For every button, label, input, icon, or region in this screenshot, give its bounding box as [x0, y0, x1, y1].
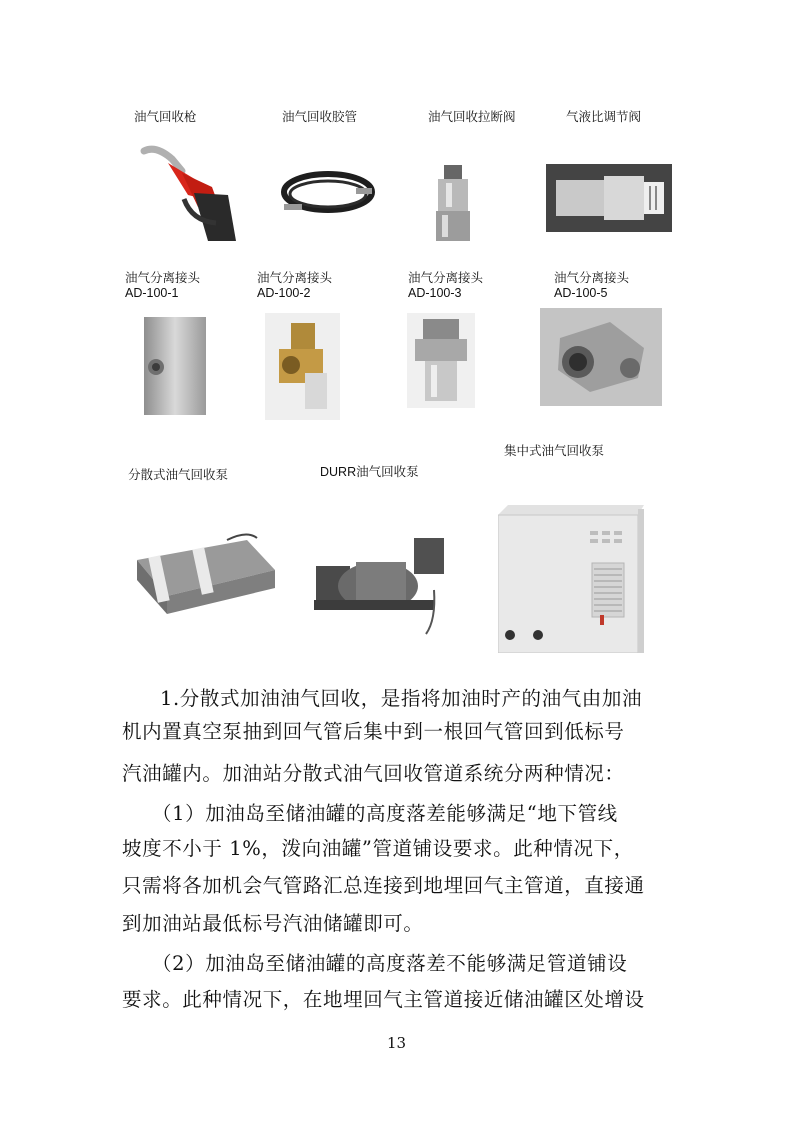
body-line-4: （1）加油岛至储油罐的高度落差能够满足“地下管线	[152, 802, 618, 825]
body-line-2: 机内置真空泵抽到回气管后集中到一根回气管回到低标号	[122, 720, 625, 743]
page-number: 13	[386, 1034, 407, 1052]
caption-centralized-pump: 集中式油气回收泵	[504, 443, 605, 458]
body-line-9: 要求。此种情况下，在地埋回气主管道接近储油罐区处增设	[122, 988, 645, 1011]
caption-separator-1: 油气分离接头	[125, 270, 201, 285]
model-separator-3: AD-100-3	[408, 286, 462, 300]
vapor-recovery-nozzle-image	[138, 137, 250, 243]
ratio-regulating-valve-image	[546, 164, 672, 232]
caption-vapor-recovery-hose: 油气回收胶管	[282, 109, 358, 124]
model-separator-2: AD-100-2	[257, 286, 311, 300]
caption-durr-pump: DURR油气回收泵	[320, 465, 419, 479]
caption-separator-5: 油气分离接头	[554, 270, 630, 285]
vapor-recovery-hose-image	[276, 164, 380, 226]
model-separator-5: AD-100-5	[554, 286, 608, 300]
body-line-1: 1.分散式加油油气回收，是指将加油时产的油气由加油	[160, 687, 643, 710]
separator-ad-100-1-image	[140, 313, 210, 419]
distributed-pump-image	[127, 530, 281, 620]
breakaway-valve-image	[430, 163, 476, 243]
model-separator-1: AD-100-1	[125, 286, 179, 300]
body-line-7: 到加油站最低标号汽油储罐即可。	[122, 912, 424, 935]
body-line-5: 坡度不小于 1%，泼向油罐”管道铺设要求。此种情况下，	[122, 837, 634, 860]
caption-separator-3: 油气分离接头	[408, 270, 484, 285]
caption-vapor-recovery-nozzle: 油气回收枪	[134, 109, 197, 124]
body-line-8: （2）加油岛至储油罐的高度落差不能够满足管道铺设	[152, 952, 628, 975]
caption-breakaway-valve: 油气回收拉断阀	[428, 109, 516, 124]
body-line-6: 只需将各加机会气管路汇总连接到地埋回气主管道，直接通	[122, 874, 645, 897]
caption-distributed-pump: 分散式油气回收泵	[128, 467, 229, 482]
caption-separator-2: 油气分离接头	[257, 270, 333, 285]
body-line-3: 汽油罐内。加油站分散式油气回收管道系统分两种情况：	[122, 762, 625, 785]
durr-pump-image	[306, 530, 460, 635]
centralized-pump-cabinet-image	[498, 505, 644, 653]
separator-ad-100-2-image	[265, 313, 340, 420]
separator-ad-100-5-image	[540, 308, 662, 406]
caption-ratio-regulating-valve: 气液比调节阀	[566, 109, 642, 124]
separator-ad-100-3-image	[407, 313, 475, 408]
